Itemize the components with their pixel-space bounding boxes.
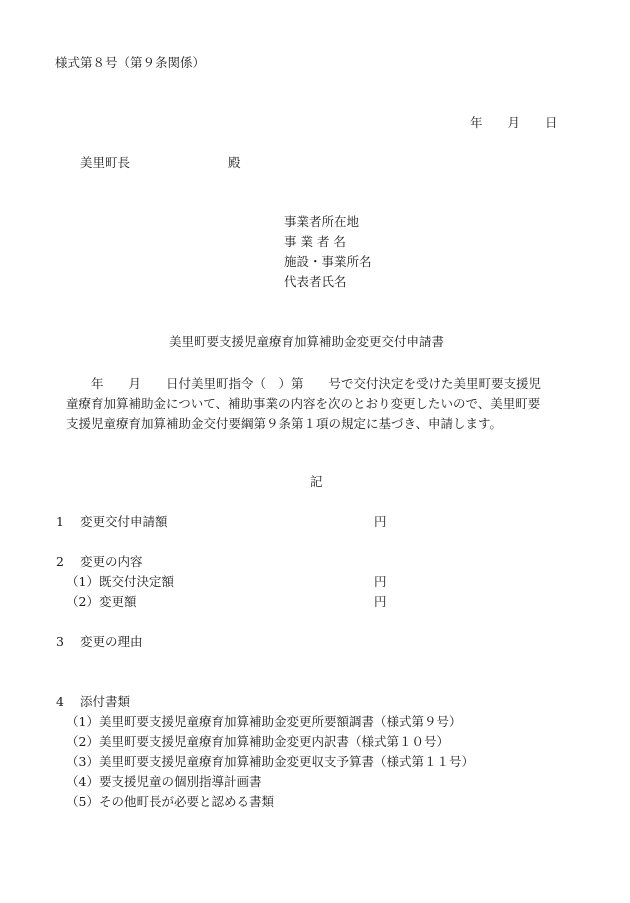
section-2-item-1-label: （1）既交付決定額 bbox=[66, 574, 174, 589]
section-1-label: 変更交付申請額 bbox=[80, 514, 168, 529]
body-paragraph bbox=[66, 374, 581, 434]
section-1-unit: 円 bbox=[374, 514, 387, 529]
section-2-item-2-unit: 円 bbox=[374, 594, 387, 609]
addressee-honorific: 殿 bbox=[228, 155, 241, 170]
section-4-label: 添付書類 bbox=[80, 694, 131, 709]
section-1-number: 1 bbox=[56, 514, 64, 529]
section-2-item-2-label: （2）変更額 bbox=[66, 594, 137, 609]
ki-marker: 記 bbox=[310, 474, 323, 489]
section-4-number: 4 bbox=[56, 694, 64, 709]
body-line: 童療育加算補助金について、補助事業の内容を次のとおり変更したいので、美里町要 bbox=[66, 396, 541, 411]
applicant-address-label: 事業者所在地 bbox=[284, 214, 360, 229]
attachment-item: （1）美里町要支援児童療育加算補助金変更所要額調書（様式第９号） bbox=[66, 714, 462, 729]
attachment-item: （2）美里町要支援児童療育加算補助金変更内訳書（様式第１０号） bbox=[66, 734, 449, 749]
body-line: 支援児童療育加算補助金交付要綱第９条第１項の規定に基づき、申請します。 bbox=[66, 416, 503, 431]
section-2-item-1-unit: 円 bbox=[374, 574, 387, 589]
representative-name-label: 代表者氏名 bbox=[284, 274, 347, 289]
facility-name-label: 施設・事業所名 bbox=[284, 254, 372, 269]
section-2-number: 2 bbox=[56, 554, 64, 569]
attachment-item: （3）美里町要支援児童療育加算補助金変更収支予算書（様式第１１号） bbox=[66, 754, 474, 769]
addressee-name: 美里町長 bbox=[80, 155, 131, 170]
section-2-label: 変更の内容 bbox=[80, 554, 143, 569]
date-line: 年 月 日 bbox=[470, 115, 558, 130]
form-number: 様式第８号（第９条関係） bbox=[55, 55, 206, 70]
applicant-name-label: 事 業 者 名 bbox=[284, 234, 346, 249]
section-3-label: 変更の理由 bbox=[80, 634, 143, 649]
attachment-item: （4）要支援児童の個別指導計画書 bbox=[66, 774, 262, 789]
section-3-number: 3 bbox=[56, 634, 64, 649]
body-line: 年 月 日付美里町指令（ ）第 号で交付決定を受けた美里町要支援児 bbox=[66, 376, 542, 391]
attachment-item: （5）その他町長が必要と認める書類 bbox=[66, 794, 274, 809]
document-title: 美里町要支援児童療育加算補助金変更交付申請書 bbox=[169, 334, 445, 349]
